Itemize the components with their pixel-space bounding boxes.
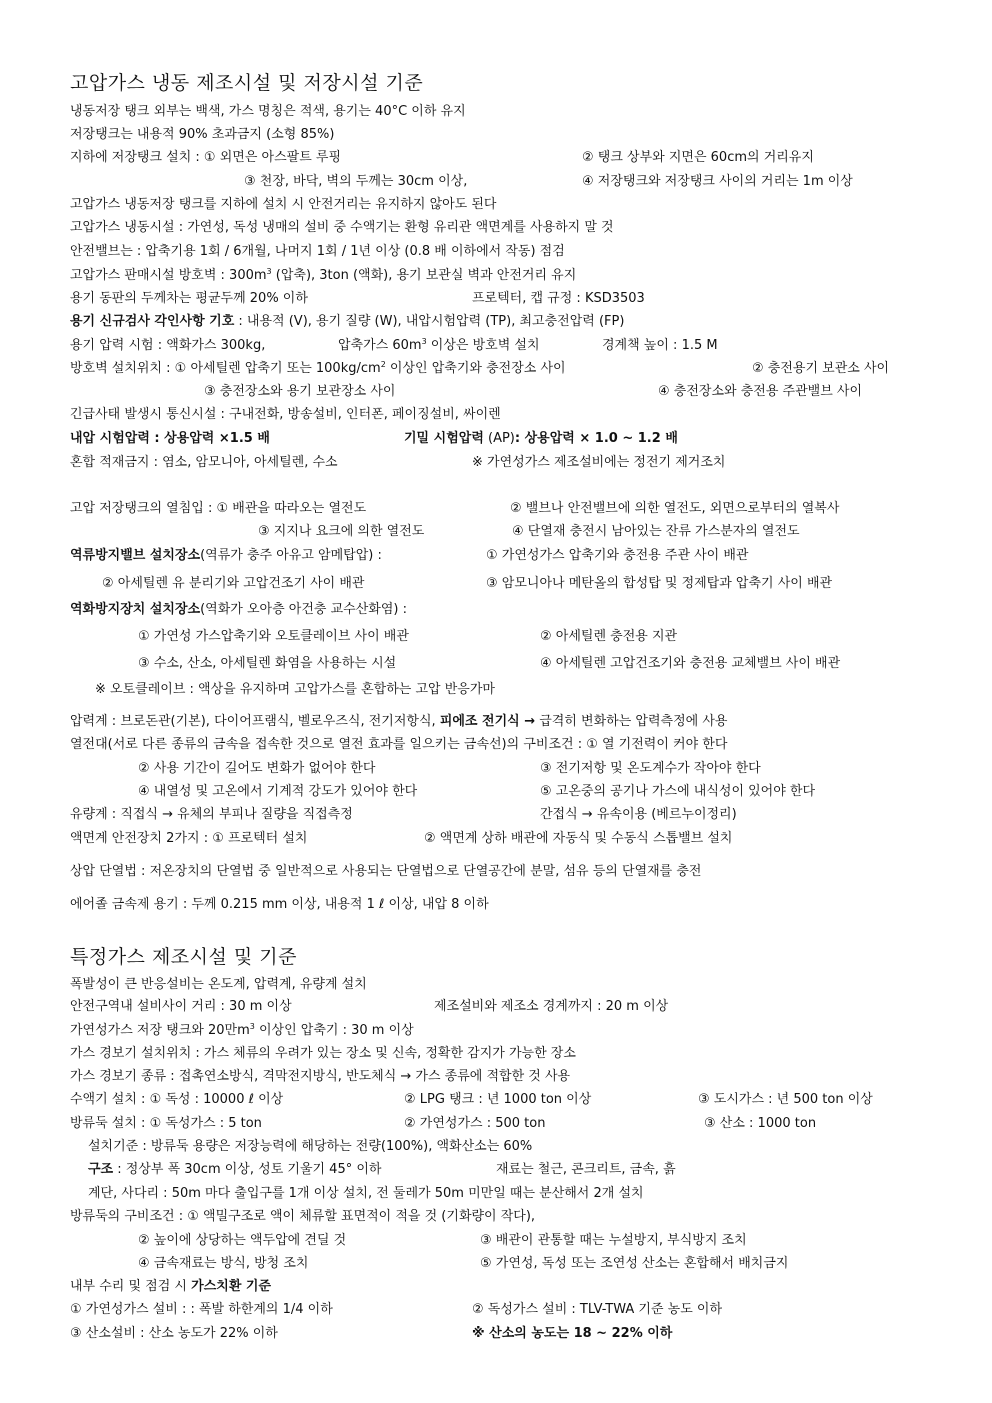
text-line: ③ 수소, 산소, 아세틸렌 화염을 사용하는 시설 [138, 656, 397, 671]
text-line: ① 가연성가스 압축기와 충전용 주관 사이 배관 [486, 548, 749, 563]
text-line: 안전구역내 설비사이 거리 : 30 m 이상 [70, 999, 292, 1014]
text-line: ③ 배관이 관통할 때는 누설방지, 부식방지 조치 [480, 1233, 747, 1248]
text-line: 기밀 시험압력 (AP): 상용압력 × 1.0 ~ 1.2 배 [404, 431, 678, 446]
text-line: 열전대(서로 다른 종류의 금속을 접속한 것으로 열전 효과를 일으키는 금속선)의 구비조건 : ① 열 기전력이 커야 한다 [70, 737, 728, 752]
text-line: ② 밸브나 안전밸브에 의한 열전도, 외면으로부터의 열복사 [510, 501, 840, 516]
text-line: ④ 내열성 및 고온에서 기계적 강도가 있어야 한다 [138, 784, 418, 799]
text-line: 상압 단열법 : 저온장치의 단열법 중 일반적으로 사용되는 단열법으로 단열공간에 분말, 섬유 등의 단열재를 충전 [70, 864, 702, 879]
text-line: ① 가연성가스 설비 : : 폭발 하한계의 1/4 이하 [70, 1302, 333, 1317]
text-line: ② LPG 탱크 : 년 1000 ton 이상 [404, 1092, 592, 1107]
text-line: ④ 금속재료는 방식, 방청 조치 [138, 1256, 309, 1271]
text-line: ③ 도시가스 : 년 500 ton 이상 [698, 1092, 873, 1107]
text-line: 방호벽 설치위치 : ① 아세틸렌 압축기 또는 $100kg/cm^2$ 이상인 압축기와 충전장소 사이 [70, 360, 566, 376]
text-line: ② 액면계 상하 배관에 자동식 및 수동식 스톱밸브 설치 [424, 831, 733, 846]
text-line: 계단, 사다리 : 50m 마다 출입구를 1개 이상 설치, 전 둘레가 50m 미만일 때는 분산해서 2개 설치 [88, 1186, 644, 1201]
text-line: 고압가스 냉동시설 : 가연성, 독성 냉매의 설비 중 수액기는 환형 유리관 액면계를 사용하지 말 것 [70, 220, 614, 235]
text-line: 가스 경보기 설치위치 : 가스 체류의 우려가 있는 장소 및 신속, 정확한 감지가 가능한 장소 [70, 1046, 576, 1061]
text-line: 압력계 : 브로돈관(기본), 다이어프램식, 벨로우즈식, 전기저항식, 피에조 전기식 → 급격히 변화하는 압력측정에 사용 [70, 714, 728, 729]
text-line: 역류방지밸브 설치장소(역류가 충주 아유고 암메탑압) : [70, 548, 382, 563]
text-line: 간접식 → 유속이용 (베르누이정리) [540, 807, 737, 822]
text-line: ⑤ 가연성, 독성 또는 조연성 산소는 혼합해서 배치금지 [480, 1256, 789, 1271]
text-line: 지하에 저장탱크 설치 : ① 외면은 아스팔트 루핑 [70, 150, 342, 165]
text-line: ② 충전용기 보관소 사이 [752, 361, 890, 376]
text-line: ③ 천장, 바닥, 벽의 두께는 30cm 이상, [244, 174, 468, 189]
text-line: 역화방지장치 설치장소(역화가 오아층 아건충 교수산화염) : [70, 602, 407, 617]
text-line: 고압 저장탱크의 열침입 : ① 배관을 따라오는 열전도 [70, 501, 367, 516]
text-line: ③ 충전장소와 용기 보관장소 사이 [204, 384, 396, 399]
text-line: ④ 충전장소와 충전용 주관밸브 사이 [658, 384, 862, 399]
text-line: 폭발성이 큰 반응설비는 온도계, 압력계, 유량계 설치 [70, 977, 367, 992]
text-line: 용기 동판의 두께차는 평균두께 20% 이하 [70, 291, 308, 306]
text-line: ③ 전기저항 및 온도계수가 작아야 한다 [540, 761, 761, 776]
text-line: 구조 : 정상부 폭 30cm 이상, 성토 기울기 45° 이하 [88, 1162, 382, 1177]
text-line: 압축가스 $60m^3$ 이상은 방호벽 설치 [338, 337, 540, 353]
text-line: ② 사용 기간이 길어도 변화가 없어야 한다 [138, 761, 376, 776]
text-line: 액면계 안전장치 2가지 : ① 프로텍터 설치 [70, 831, 308, 846]
text-line: 안전밸브는 : 압축기용 1회 / 6개월, 나머지 1회 / 1년 이상 (0.8 배 이하에서 작동) 점검 [70, 244, 565, 259]
text-line: ② 독성가스 설비 : TLV-TWA 기준 농도 이하 [472, 1302, 723, 1317]
text-line: ③ 산소설비 : 산소 농도가 22% 이하 [70, 1326, 278, 1341]
text-line: 용기 압력 시험 : 액화가스 300kg, [70, 338, 266, 353]
text-line: ② 높이에 상당하는 액두압에 견딜 것 [138, 1233, 347, 1248]
text-line: ※ 산소의 농도는 18 ~ 22% 이하 [472, 1326, 673, 1341]
text-line: 제조설비와 제조소 경계까지 : 20 m 이상 [434, 999, 669, 1014]
text-line: 고압가스 판매시설 방호벽 : $300m^3$ (압축), 3ton (액화), 용기 보관실 벽과 안전거리 유지 [70, 267, 577, 283]
text-line: ④ 단열재 충전시 남아있는 잔류 가스분자의 열전도 [512, 524, 800, 539]
text-line: 저장탱크는 내용적 90% 초과금지 (소형 85%) [70, 127, 335, 142]
text-line: 내부 수리 및 점검 시 가스치환 기준 [70, 1279, 272, 1294]
text-line: ③ 지지나 요크에 의한 열전도 [258, 524, 425, 539]
text-line: 내압 시험압력 : 상용압력 ×1.5 배 [70, 431, 270, 446]
text-line: 혼합 적재금지 : 염소, 암모니아, 아세틸렌, 수소 [70, 455, 338, 470]
text-line: 유량계 : 직접식 → 유체의 부피나 질량을 직접측정 [70, 807, 353, 822]
text-line: ② 아세틸렌 유 분리기와 고압건조기 사이 배관 [102, 576, 365, 591]
text-line: ※ 가연성가스 제조설비에는 정전기 제거조치 [472, 455, 726, 470]
section3-title: 특정가스 제조시설 및 기준 [70, 946, 298, 968]
text-line: ④ 아세틸렌 고압건조기와 충전용 교체밸브 사이 배관 [540, 656, 841, 671]
section1-title: 고압가스 냉동 제조시설 및 저장시설 기준 [70, 72, 424, 94]
text-line: ③ 암모니아나 메탄올의 합성탑 및 정제탑과 압축기 사이 배관 [486, 576, 833, 591]
text-line: 냉동저장 탱크 외부는 백색, 가스 명칭은 적색, 용기는 40°C 이하 유지 [70, 104, 466, 119]
text-line: 수액기 설치 : ① 독성 : 10000 ℓ 이상 [70, 1092, 284, 1107]
text-line: ② 가연성가스 : 500 ton [404, 1116, 546, 1131]
text-line: ② 아세틸렌 충전용 지관 [540, 629, 678, 644]
text-line: ⑤ 고온중의 공기나 가스에 내식성이 있어야 한다 [540, 784, 816, 799]
text-line: 가연성가스 저장 탱크와 20만$m^3$ 이상인 압축기 : 30 m 이상 [70, 1022, 414, 1038]
text-line: 고압가스 냉동저장 탱크를 지하에 설치 시 안전거리는 유지하지 않아도 된다 [70, 197, 497, 212]
text-line: 방류둑 설치 : ① 독성가스 : 5 ton [70, 1116, 262, 1131]
text-line: 프로텍터, 캡 규정 : KSD3503 [472, 291, 645, 306]
text-line: 긴급사태 발생시 통신시설 : 구내전화, 방송설비, 인터폰, 페이징설비, 싸이렌 [70, 407, 501, 422]
text-line: ② 탱크 상부와 지면은 60cm의 거리유지 [582, 150, 814, 165]
text-line: ※ 오토클레이브 : 액상을 유지하며 고압가스를 혼합하는 고압 반응가마 [95, 682, 495, 697]
text-line: 설치기준 : 방류둑 용량은 저장능력에 해당하는 전량(100%), 액화산소는 60% [88, 1139, 533, 1154]
text-line: ④ 저장탱크와 저장탱크 사이의 거리는 1m 이상 [582, 174, 853, 189]
text-line: 에어졸 금속제 용기 : 두께 0.215 mm 이상, 내용적 1 ℓ 이상, 내압 8 이하 [70, 897, 489, 912]
text-line: 경계책 높이 : 1.5 M [602, 338, 718, 353]
text-line: 용기 신규검사 각인사항 기호 : 내용적 (V), 용기 질량 (W), 내압시험압력 (TP), 최고충전압력 (FP) [70, 314, 625, 329]
text-line: 가스 경보기 종류 : 접촉연소방식, 격막전지방식, 반도체식 → 가스 종류에 적합한 것 사용 [70, 1069, 571, 1084]
text-line: 재료는 철근, 콘크리트, 금속, 흙 [496, 1162, 676, 1177]
text-line: ③ 산소 : 1000 ton [704, 1116, 817, 1131]
text-line: 방류둑의 구비조건 : ① 액밀구조로 액이 체류할 표면적이 적을 것 (기화량이 작다), [70, 1209, 536, 1224]
text-line: ① 가연성 가스압축기와 오토클레이브 사이 배관 [138, 629, 409, 644]
